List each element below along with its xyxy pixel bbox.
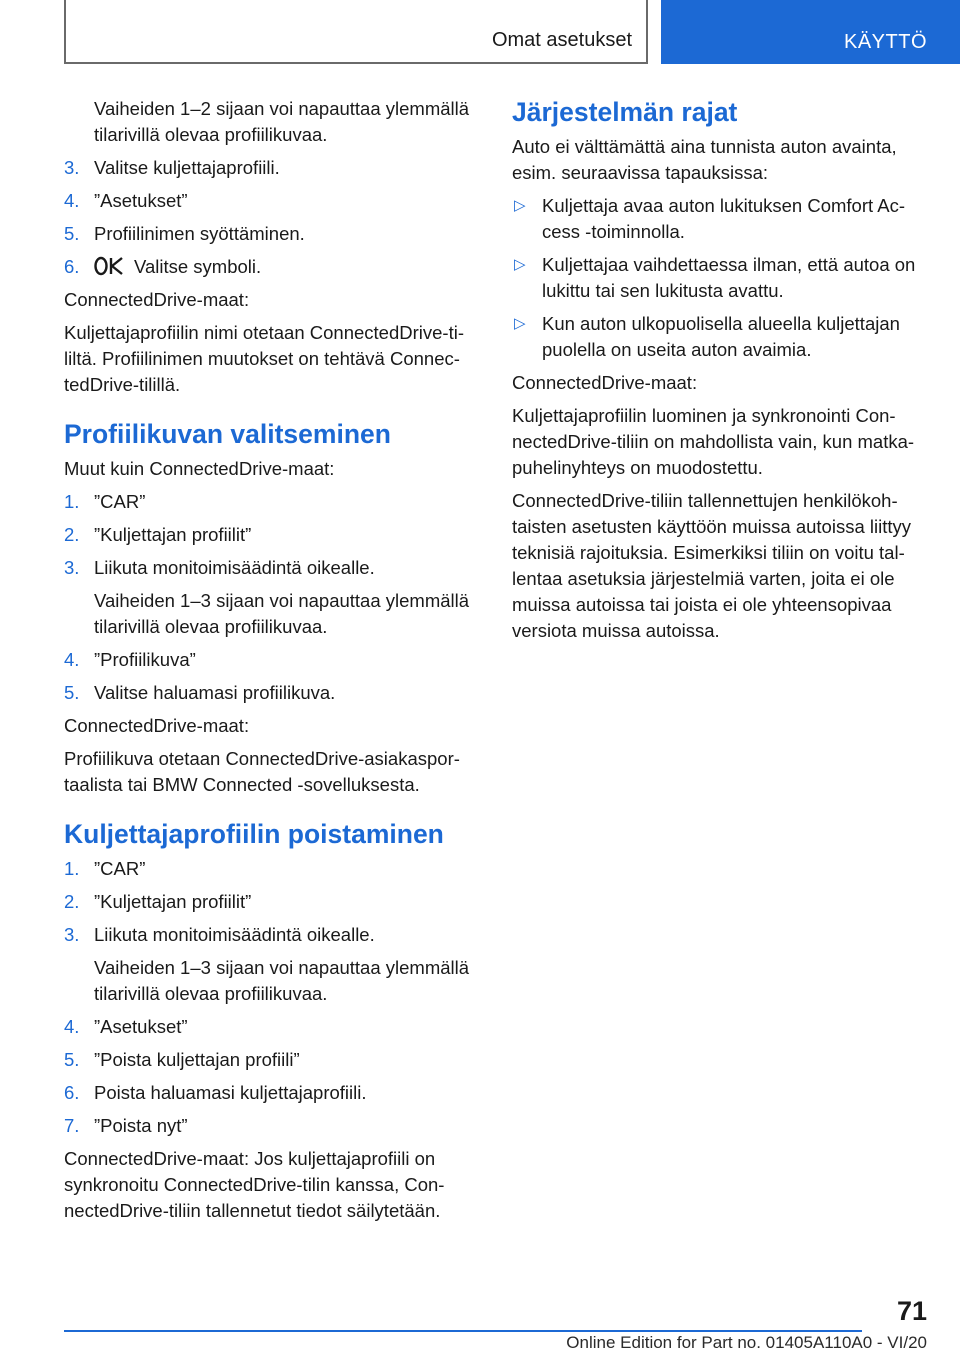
step-text: ”Kuljettajan profiilit” xyxy=(94,891,252,912)
connecteddrive-text: ConnectedDrive-tiliin tallennettujen henkilökohtaisten asetusten käyttöön muissa autoissa liittyy teknisiä rajoituksia. Esimerkiksi tiliin on voitu tallentaa asetuksia järjestelmiä varten, joita ei ole muissa autoissa tai joista ei ole yhteensopivaa versiota muissa autoissa. xyxy=(512,490,911,641)
section-heading-profile-picture: Profiilikuvan valitseminen xyxy=(64,419,391,449)
step-number: 2. xyxy=(64,891,80,912)
triangle-right-icon: ▷ xyxy=(514,256,526,273)
list-item xyxy=(64,889,480,915)
list-item xyxy=(64,922,480,948)
footer-edition: Online Edition for Part no. 01405A110A0 - VI/20 xyxy=(566,1333,927,1352)
list-item xyxy=(64,522,480,548)
step-text: Valitse kuljettajaprofiili. xyxy=(94,157,280,178)
step-text: ”Profiilikuva” xyxy=(94,649,196,670)
step-number: 2. xyxy=(64,524,80,545)
section-intro: Auto ei välttämättä aina tunnista auton avainta, esim. seuraavissa tapauksissa: xyxy=(512,136,897,183)
list-item xyxy=(512,193,926,245)
list-item xyxy=(64,1047,480,1073)
connecteddrive-label: ConnectedDrive-maat: xyxy=(64,289,250,310)
step-number: 1. xyxy=(64,858,80,879)
connecteddrive-label: ConnectedDrive-maat: xyxy=(64,715,250,736)
bullet-text: Kuljettajaa vaihdettaessa ilman, että autoa on lukittu tai sen lukitusta avattu. xyxy=(542,254,916,301)
step-number: 5. xyxy=(64,1049,80,1070)
step-note: Vaiheiden 1–3 sijaan voi napauttaa ylemmällä tilarivillä olevaa profiilikuvaa. xyxy=(94,590,470,637)
ok-icon xyxy=(94,256,124,276)
step-text: Liikuta monitoimisäädintä oikealle. xyxy=(94,924,375,945)
footer-divider xyxy=(64,1330,862,1332)
connecteddrive-label: ConnectedDrive-maat: xyxy=(512,372,698,393)
step-number: 3. xyxy=(64,924,80,945)
step-note: Vaiheiden 1–3 sijaan voi napauttaa ylemmällä tilarivillä olevaa profiilikuvaa. xyxy=(94,957,470,1004)
step-text: Valitse haluamasi profiilikuva. xyxy=(94,682,336,703)
connecteddrive-text: ConnectedDrive-maat: Jos kuljettajaprofiili on synkronoitu ConnectedDrive-tilin kanssa, ConnectedDrive-tiliin tallennetut tiedot säilytetään. xyxy=(64,1148,445,1221)
step-number: 7. xyxy=(64,1115,80,1136)
list-item xyxy=(64,647,480,673)
list-item xyxy=(64,680,480,706)
step-text: ”CAR” xyxy=(94,491,146,512)
triangle-right-icon: ▷ xyxy=(514,315,526,332)
step-text: ”Poista kuljettajan profiili” xyxy=(94,1049,300,1070)
step-number: 4. xyxy=(64,1016,80,1037)
step-number: 4. xyxy=(64,190,80,211)
step-text: Profiilinimen syöttäminen. xyxy=(94,223,305,244)
header-chapter-tab xyxy=(661,0,960,64)
step-text: ”Asetukset” xyxy=(94,190,188,211)
connecteddrive-text: Kuljettajaprofiilin nimi otetaan ConnectedDrive-tililtä. Profiilinimen muutokset on tehtävä ConnectedDrive-tilillä. xyxy=(64,322,465,395)
list-item xyxy=(64,555,480,581)
list-item xyxy=(64,489,480,515)
page-number: 71 xyxy=(896,1296,927,1326)
step-text: ”CAR” xyxy=(94,858,146,879)
triangle-right-icon: ▷ xyxy=(514,197,526,214)
section-heading-delete-profile: Kuljettajaprofiilin poistaminen xyxy=(64,819,444,849)
step-number: 1. xyxy=(64,491,80,512)
step-text: Poista haluamasi kuljettajaprofiili. xyxy=(94,1082,367,1103)
step-text: ”Poista nyt” xyxy=(94,1115,188,1136)
step-note: Vaiheiden 1–2 sijaan voi napauttaa ylemmällä tilarivillä olevaa profiilikuvaa. xyxy=(94,98,470,145)
left-column xyxy=(64,96,480,1231)
section-intro: Muut kuin ConnectedDrive-maat: xyxy=(64,458,335,479)
list-item xyxy=(64,1014,480,1040)
right-column xyxy=(512,96,926,651)
step-number: 3. xyxy=(64,557,80,578)
list-item xyxy=(64,254,480,280)
connecteddrive-text: Kuljettajaprofiilin luominen ja synkronointi ConnectedDrive-tiliin on mahdollista vain, kun matkapuhelinyhteys on muodostettu. xyxy=(512,405,915,478)
list-item xyxy=(64,155,480,181)
step-number: 6. xyxy=(64,256,80,277)
list-item xyxy=(64,188,480,214)
step-text: Liikuta monitoimisäädintä oikealle. xyxy=(94,557,375,578)
step-number: 4. xyxy=(64,649,80,670)
list-item xyxy=(512,311,926,363)
list-item xyxy=(64,1080,480,1106)
header-section-title: Omat asetukset xyxy=(491,29,632,51)
bullet-text: Kun auton ulkopuolisella alueella kuljettajan puolella on useita auton avaimia. xyxy=(542,313,900,360)
list-item xyxy=(64,856,480,882)
bullet-text: Kuljettaja avaa auton lukituksen Comfort Access -toiminnolla. xyxy=(542,195,906,242)
list-item xyxy=(512,252,926,304)
header-section-tab xyxy=(64,0,648,64)
header-chapter-title: KÄYTTÖ xyxy=(843,31,927,53)
section-heading-system-limits: Järjestelmän rajat xyxy=(512,97,738,127)
step-number: 5. xyxy=(64,682,80,703)
list-item xyxy=(64,1113,480,1139)
step-number: 6. xyxy=(64,1082,80,1103)
step-text: ”Kuljettajan profiilit” xyxy=(94,524,252,545)
step-number: 5. xyxy=(64,223,80,244)
list-item xyxy=(64,221,480,247)
connecteddrive-text: Profiilikuva otetaan ConnectedDrive-asiakasportaalista tai BMW Connected -sovelluksesta. xyxy=(64,748,460,795)
step-text: Valitse symboli. xyxy=(134,256,262,277)
step-number: 3. xyxy=(64,157,80,178)
step-text: ”Asetukset” xyxy=(94,1016,188,1037)
